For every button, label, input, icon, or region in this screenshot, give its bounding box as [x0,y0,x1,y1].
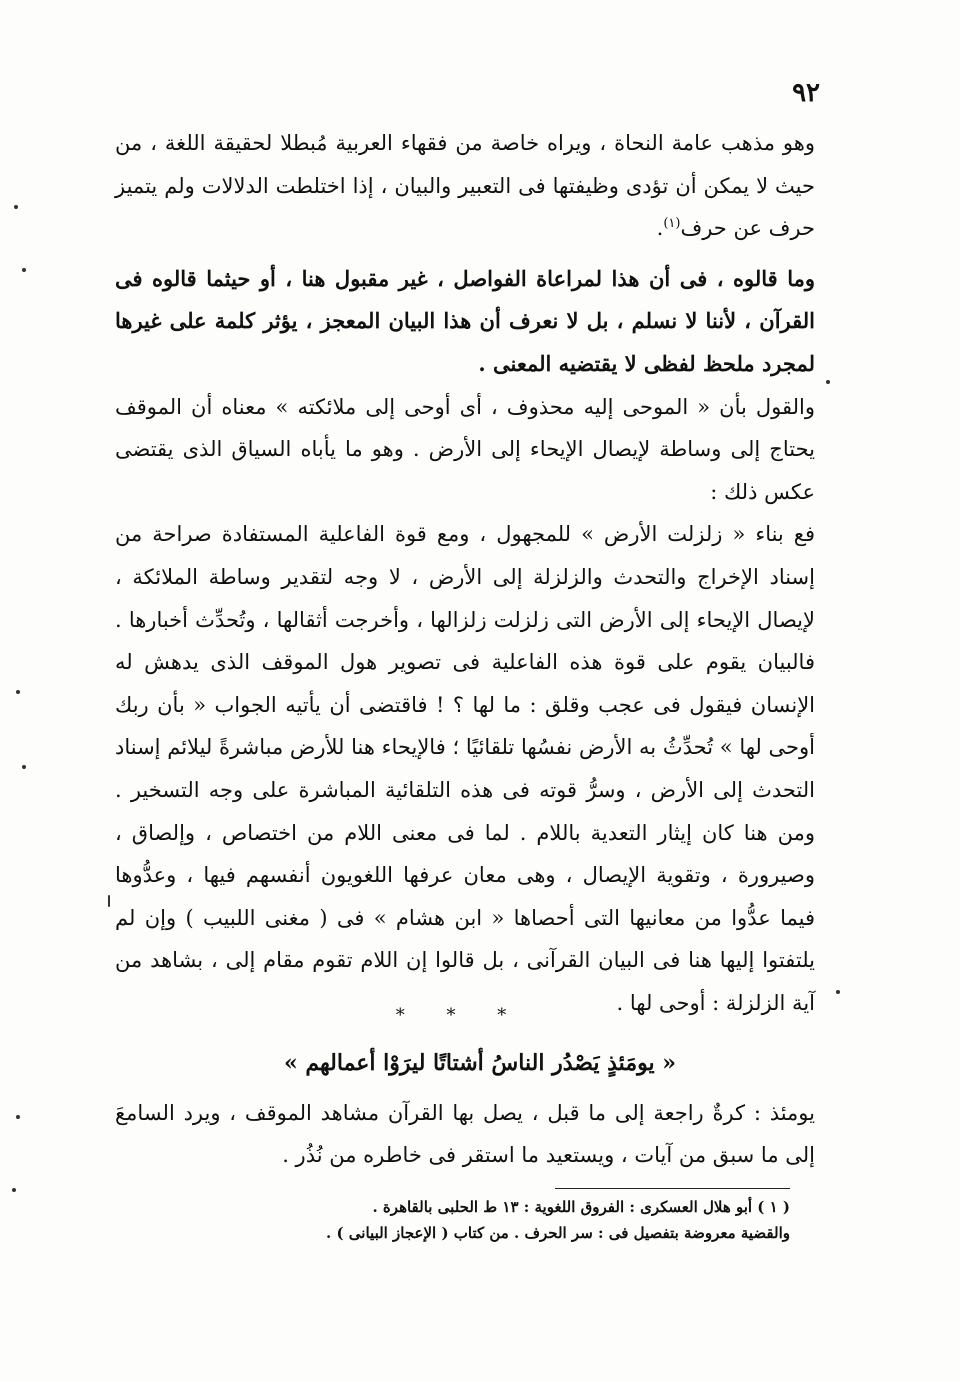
paragraph-3: والقول بأن « الموحى إليه محذوف ، أى أوحى إلى ملائكته » معناه أن الموقف يحتاج إلى وساطة لإيصال الإيحاء إلى الأرض . وهو ما يأباه السياق الذى يقتضى عكس ذلك : [115,394,815,504]
section-separator: * * * [395,1005,525,1026]
scan-speck [16,690,20,694]
scan-speck [22,765,26,769]
scan-speck [826,380,830,384]
footnote-divider [555,1188,790,1189]
footnote-2: والقضية معروضة بتفصيل فى : سر الحرف . من كتاب ( الإعجاز البيانى ) . [326,1224,790,1242]
scan-speck [836,990,840,994]
paragraph-5: يومئذ : كرةٌ راجعة إلى ما قبل ، يصل بها القرآن مشاهد الموقف ، ويرد السامعَ إلى ما سبق من آيات ، ويستعيد ما استقر فى خاطره من نُذُر . [115,1101,815,1167]
verse-commentary [115,1092,815,1176]
footnote-1: ( ١ ) أبو هلال العسكرى : الفروق اللغوية : ١٣ ط الحلبى بالقاهرة . [372,1198,790,1216]
scan-speck [14,205,18,209]
main-text [115,122,815,1024]
scan-speck [108,895,110,907]
footnote-reference: (١) [663,216,681,232]
scan-speck [16,1115,20,1119]
page-number: ٩٢ [792,78,820,108]
paragraph-4: فع بناء « زلزلت الأرض » للمجهول ، ومع قوة الفاعلية المستفادة صراحة من إسناد الإخراج والتحدث والزلزلة إلى الأرض ، لا وجه لتقدير وساطة الملائكة ، لإيصال الإيحاء إلى الأرض التى زلزلت زلزالها ، وأخرجت أثقالها ، وتُحدِّث أخبارها . فالبيان يقوم على قوة هذه الفاعلية فى تصوير هول الموقف الذى يدهش له الإنسان فيقول فى عجب وقلق : ما لها ؟ ! فاقتضى أن يأتيه الجواب « بأن ربك أوحى لها » تُحدِّثُ به الأرض نفسُها تلقائيًا ؛ فالإيحاء هنا للأرض مباشرةً ليلائم إسناد التحدث إلى الأرض ، وسرُّ قوته فى هذه التلقائية المباشرة على وجه التسخير . ومن هنا كان إيثار التعدية باللام . لما فى معنى اللام من اختصاص ، وإلصاق ، وصيرورة ، وتقوية الإيصال ، وهى معان عرفها اللغويون أنفسهم فيها ، وعدُّوها فيما عدُّوا من معانيها التى أحصاها « ابن هشام » فى ( مغنى اللبيب ) وإن لم يلتفتوا إليها هنا فى البيان القرآنى ، بل قالوا إن اللام تقوم مقام إلى ، بشاهد من آية الزلزلة : أوحى لها . [115,522,816,1015]
paragraph-1-text: وهو مذهب عامة النحاة ، ويراه خاصة من فقهاء العربية مُبطلا لحقيقة اللغة ، من حيث لا يمكن أن تؤدى وظيفتها فى التعبير والبيان ، إذا اختلطت الدلالات ولم يتميز حرف عن حرف [115,131,815,241]
paragraph-1-end: . [656,216,664,241]
quranic-verse-heading: « يومَئذٍ يَصْدُر الناسُ أشتاتًا ليرَوْا أعمالهم » [283,1050,677,1076]
paragraph-2: وما قالوه ، فى أن هذا لمراعاة الفواصل ، غير مقبول هنا ، أو حيثما قالوه فى القرآن ، لأننا لا نسلم ، بل لا نعرف أن هذا البيان المعجز ، يؤثر كلمة على غيرها لمجرد ملحظ لفظى لا يقتضيه المعنى . [115,265,815,376]
footnotes [240,1194,790,1246]
scan-speck [12,1188,16,1192]
paragraph-1 [115,122,815,250]
scan-speck [22,268,26,272]
